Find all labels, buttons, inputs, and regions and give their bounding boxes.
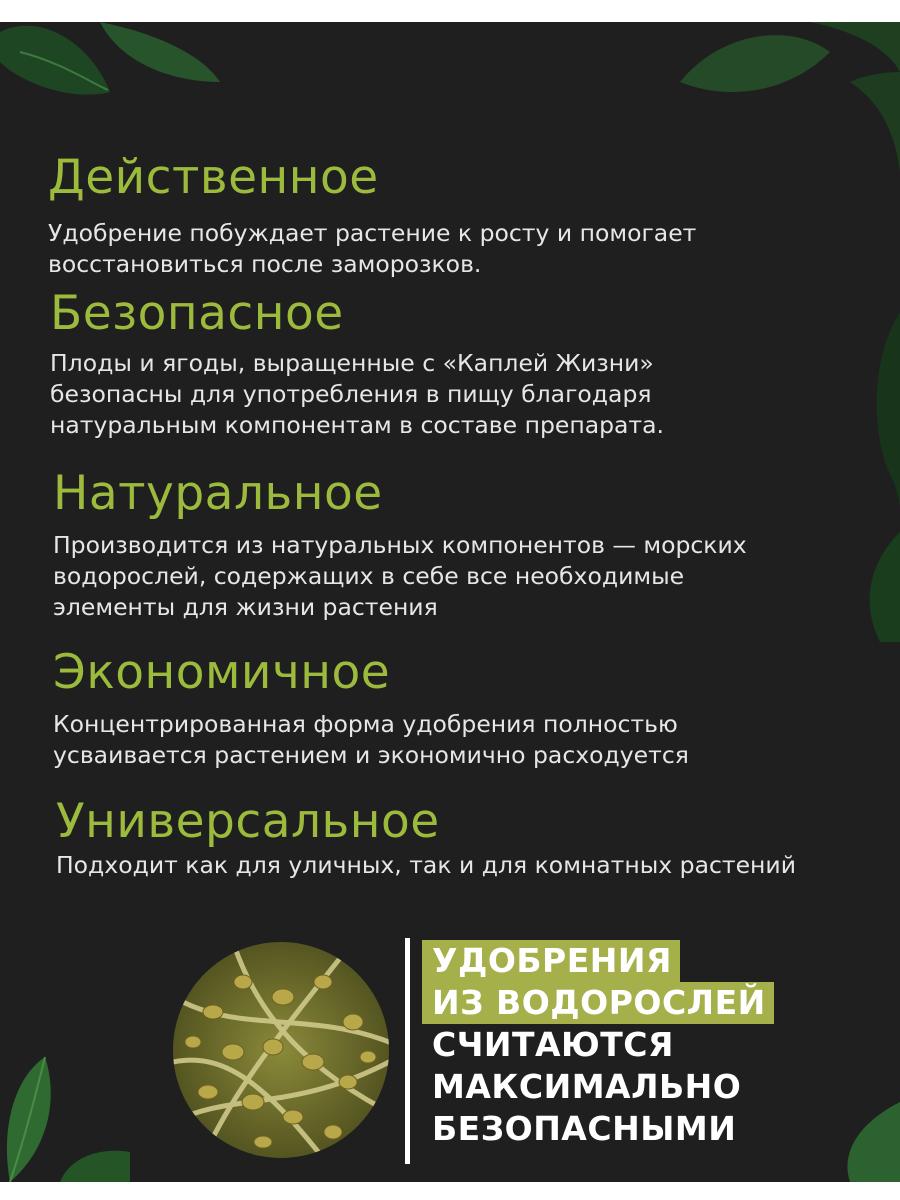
feature-universal xyxy=(56,794,900,881)
vertical-divider xyxy=(405,938,410,1164)
feature-text: Подходит как для уличных, так и для комнатных растений xyxy=(56,851,796,879)
leaves-top-left-decoration xyxy=(0,22,230,132)
feature-text: Концентрированная форма удобрения полностью усваивается растением и экономично расходуется xyxy=(53,710,689,769)
leaf-bottom-right-decoration xyxy=(830,1102,900,1182)
feature-title: Универсальное xyxy=(56,794,440,849)
feature-effective xyxy=(48,150,900,280)
callout-line-5: БЕЗОПАСНЫМИ xyxy=(432,1109,737,1148)
promo-card xyxy=(0,22,900,1182)
feature-natural xyxy=(53,466,900,623)
feature-text: Плоды и ягоды, выращенные с «Каплей Жизни» безопасны для употребления в пищу благодаря натуральным компонентам в составе препарата. xyxy=(50,349,664,439)
feature-title: Действенное xyxy=(48,150,379,205)
callout-highlight-line-1: УДОБРЕНИЯ xyxy=(422,940,680,982)
feature-title: Экономичное xyxy=(53,645,391,700)
leaves-bottom-left-decoration xyxy=(0,1037,130,1182)
feature-text: Удобрение побуждает растение к росту и помогает восстановиться после заморозков. xyxy=(48,219,697,278)
callout-highlight-line-2: ИЗ ВОДОРОСЛЕЙ xyxy=(422,982,774,1024)
callout-line-3: СЧИТАЮТСЯ xyxy=(432,1025,674,1064)
feature-title: Безопасное xyxy=(50,286,344,341)
seaweed-photo xyxy=(173,942,389,1158)
feature-economical xyxy=(53,645,900,771)
feature-safe xyxy=(50,286,900,441)
feature-title: Натуральное xyxy=(53,466,383,521)
feature-text: Производится из натуральных компонентов — морских водорослей, содержащих в себе все необходимые элементы для жизни растения xyxy=(53,531,747,621)
callout-line-4: МАКСИМАЛЬНО xyxy=(432,1067,742,1106)
